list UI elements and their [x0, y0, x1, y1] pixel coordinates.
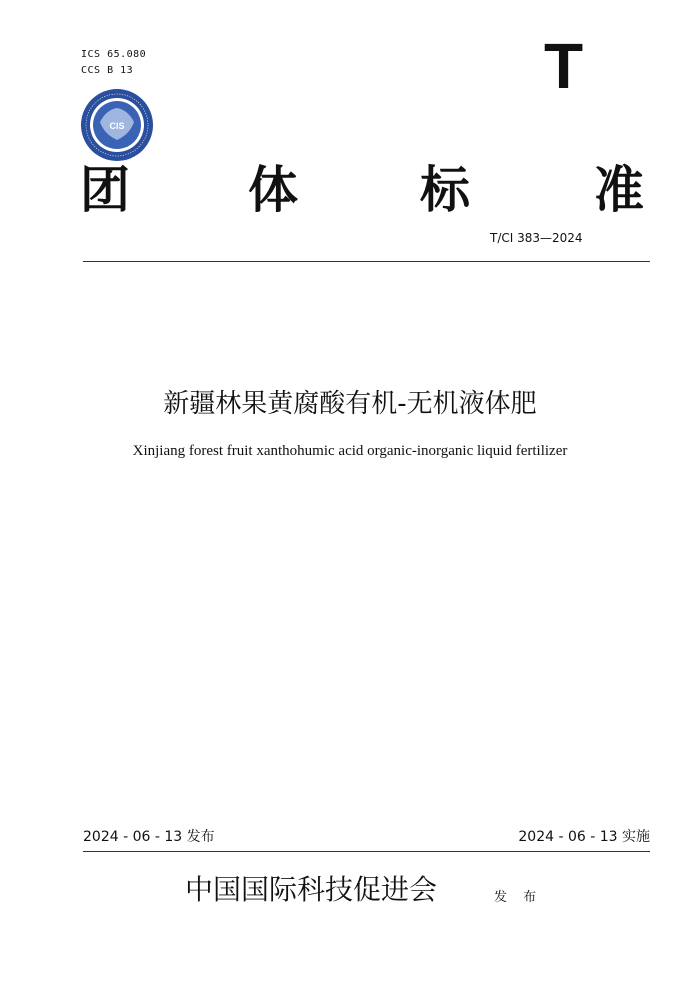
publish-date: 2024 - 06 - 13 发布 — [83, 829, 215, 845]
title-char-2: 体 — [248, 160, 298, 219]
document-title-en: Xinjiang forest fruit xanthohumic acid organic-inorganic liquid fertilizer — [132, 443, 568, 459]
organization-logo — [80, 88, 154, 162]
standard-category-letter: T — [544, 30, 584, 102]
document-title-cn: 新疆林果黄腐酸有机-无机液体肥 — [163, 389, 537, 419]
title-char-3: 标 — [420, 160, 470, 219]
title-char-4: 准 — [594, 160, 644, 219]
standard-number: T/CI 383—2024 — [490, 231, 583, 245]
implementation-date: 2024 - 06 - 13 实施 — [518, 829, 650, 845]
title-char-1: 团 — [80, 160, 130, 219]
logo-text: CIS — [109, 121, 125, 131]
issuing-organization: 中国国际科技促进会 — [185, 873, 438, 906]
ics-code: ICS 65.080 — [81, 49, 147, 60]
publish-label: 发 布 — [494, 890, 543, 905]
ccs-code: CCS B 13 — [81, 65, 134, 76]
top-divider — [83, 261, 650, 262]
bottom-divider — [83, 851, 650, 852]
